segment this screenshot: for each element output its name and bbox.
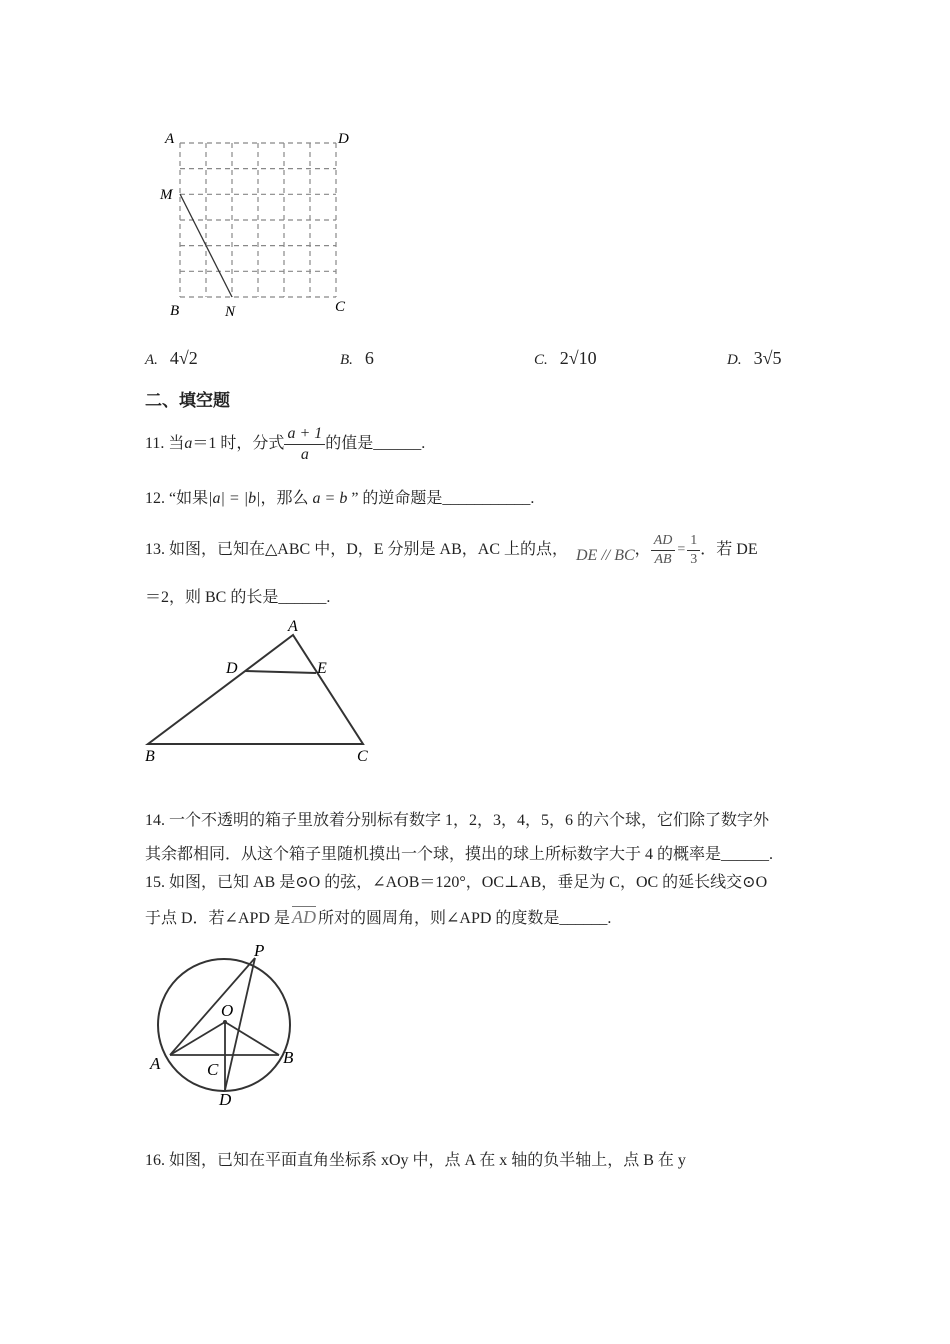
question-12: [145, 489, 534, 509]
q11-var: a: [184, 435, 193, 452]
option-a: [145, 348, 198, 370]
q13-ratio: [687, 534, 700, 567]
circle-o: [158, 959, 290, 1091]
q14-line2: 其余都相同．从这个箱子里随机摸出一个球，摸出的球上所标数字大于 4 的概率是______.: [145, 846, 774, 863]
q13-ratio-den: 3: [690, 551, 698, 567]
label-d: D: [226, 660, 238, 677]
option-value: 6: [364, 348, 374, 368]
section-title: 二、填空题: [145, 391, 230, 411]
label-a: A: [165, 131, 175, 147]
label-m: M: [160, 187, 173, 203]
q13-eq: =: [677, 542, 686, 557]
question-13: [145, 528, 758, 572]
q15-line2-b: 所对的圆周角，则∠APD 的度数是______.: [317, 910, 612, 927]
label-b: B: [170, 303, 180, 319]
label-c: C: [357, 748, 368, 765]
label-d: D: [338, 131, 349, 147]
q14-line1: 14. 一个不透明的箱子里放着分别标有数字 1，2，3，4，5，6 的六个球，它们除了数字外: [145, 812, 770, 829]
option-letter: B.: [340, 352, 353, 368]
label-a: A: [288, 618, 298, 635]
q12-conclusion: a = b: [312, 490, 348, 507]
option-letter: A.: [145, 352, 158, 368]
construction-lines: [170, 958, 279, 1090]
q15-line2-a: 于点 D．若∠APD 是: [145, 910, 290, 927]
center-point: [223, 1020, 227, 1024]
label-a: A: [150, 1054, 161, 1073]
option-letter: C.: [534, 352, 548, 368]
q11-frac-den: a: [300, 445, 309, 463]
label-e: E: [317, 660, 327, 677]
label-b: B: [283, 1048, 294, 1067]
option-value: 2√10: [559, 348, 597, 368]
q13-ratio-num: 1: [687, 534, 700, 551]
triangle-figure: [140, 615, 380, 775]
option-b: [340, 348, 374, 370]
option-value: 3√5: [753, 348, 782, 368]
q11-cond: ＝1 时，分式: [192, 435, 285, 452]
option-value: 4√2: [169, 348, 198, 368]
grid-figure: [150, 125, 370, 325]
label-c: C: [335, 299, 346, 315]
q13-frac-den: AB: [654, 551, 672, 567]
q13-line2: ＝2，则 BC 的长是______.: [145, 589, 331, 606]
q13-tail: ．若 DE: [700, 541, 758, 558]
q15-arc: $\overline{AD}$: [291, 907, 316, 927]
q11-suffix: 的值是______.: [325, 435, 426, 452]
q15-line1: 15. 如图，已知 AB 是⊙O 的弦，∠AOB＝120°，OC⊥AB，垂足为 C，OC 的延长线交⊙O: [145, 874, 768, 891]
triangle-abc: [148, 635, 363, 744]
q12-prefix: 12. “如果: [145, 490, 209, 507]
label-p: P: [254, 941, 265, 960]
label-c: C: [207, 1060, 219, 1079]
q12-suffix: ” 的逆命题是___________.: [351, 490, 535, 507]
option-d: [727, 348, 781, 370]
q16-line1: 16. 如图，已知在平面直角坐标系 xOy 中，点 A 在 x 轴的负半轴上，点 B 在 y: [145, 1152, 686, 1169]
q13-parallel: DE // BC: [576, 547, 635, 564]
q13-line1: 13. 如图，已知在△ABC 中，D，E 分别是 AB，AC 上的点，: [145, 541, 568, 558]
q11-frac-num: a + 1: [284, 426, 325, 445]
q11-fraction: [284, 426, 325, 463]
label-b: B: [145, 748, 155, 765]
q12-condition: |a| = |b|: [208, 490, 261, 507]
grid-lines: [180, 143, 336, 297]
circle-figure: [140, 940, 310, 1110]
q11-prefix: 11. 当: [145, 435, 185, 452]
q13-comma: ，: [634, 541, 651, 558]
segment-de: [245, 671, 316, 673]
label-d: D: [219, 1090, 232, 1109]
label-n: N: [225, 304, 236, 320]
option-letter: D.: [727, 352, 742, 368]
q13-fraction: [651, 534, 676, 567]
q13-frac-num: AD: [651, 534, 676, 551]
label-o: O: [221, 1001, 234, 1020]
option-c: [534, 348, 597, 370]
q15-line2: [145, 907, 611, 929]
q12-mid: ，那么: [260, 490, 309, 507]
question-11: [145, 422, 425, 466]
